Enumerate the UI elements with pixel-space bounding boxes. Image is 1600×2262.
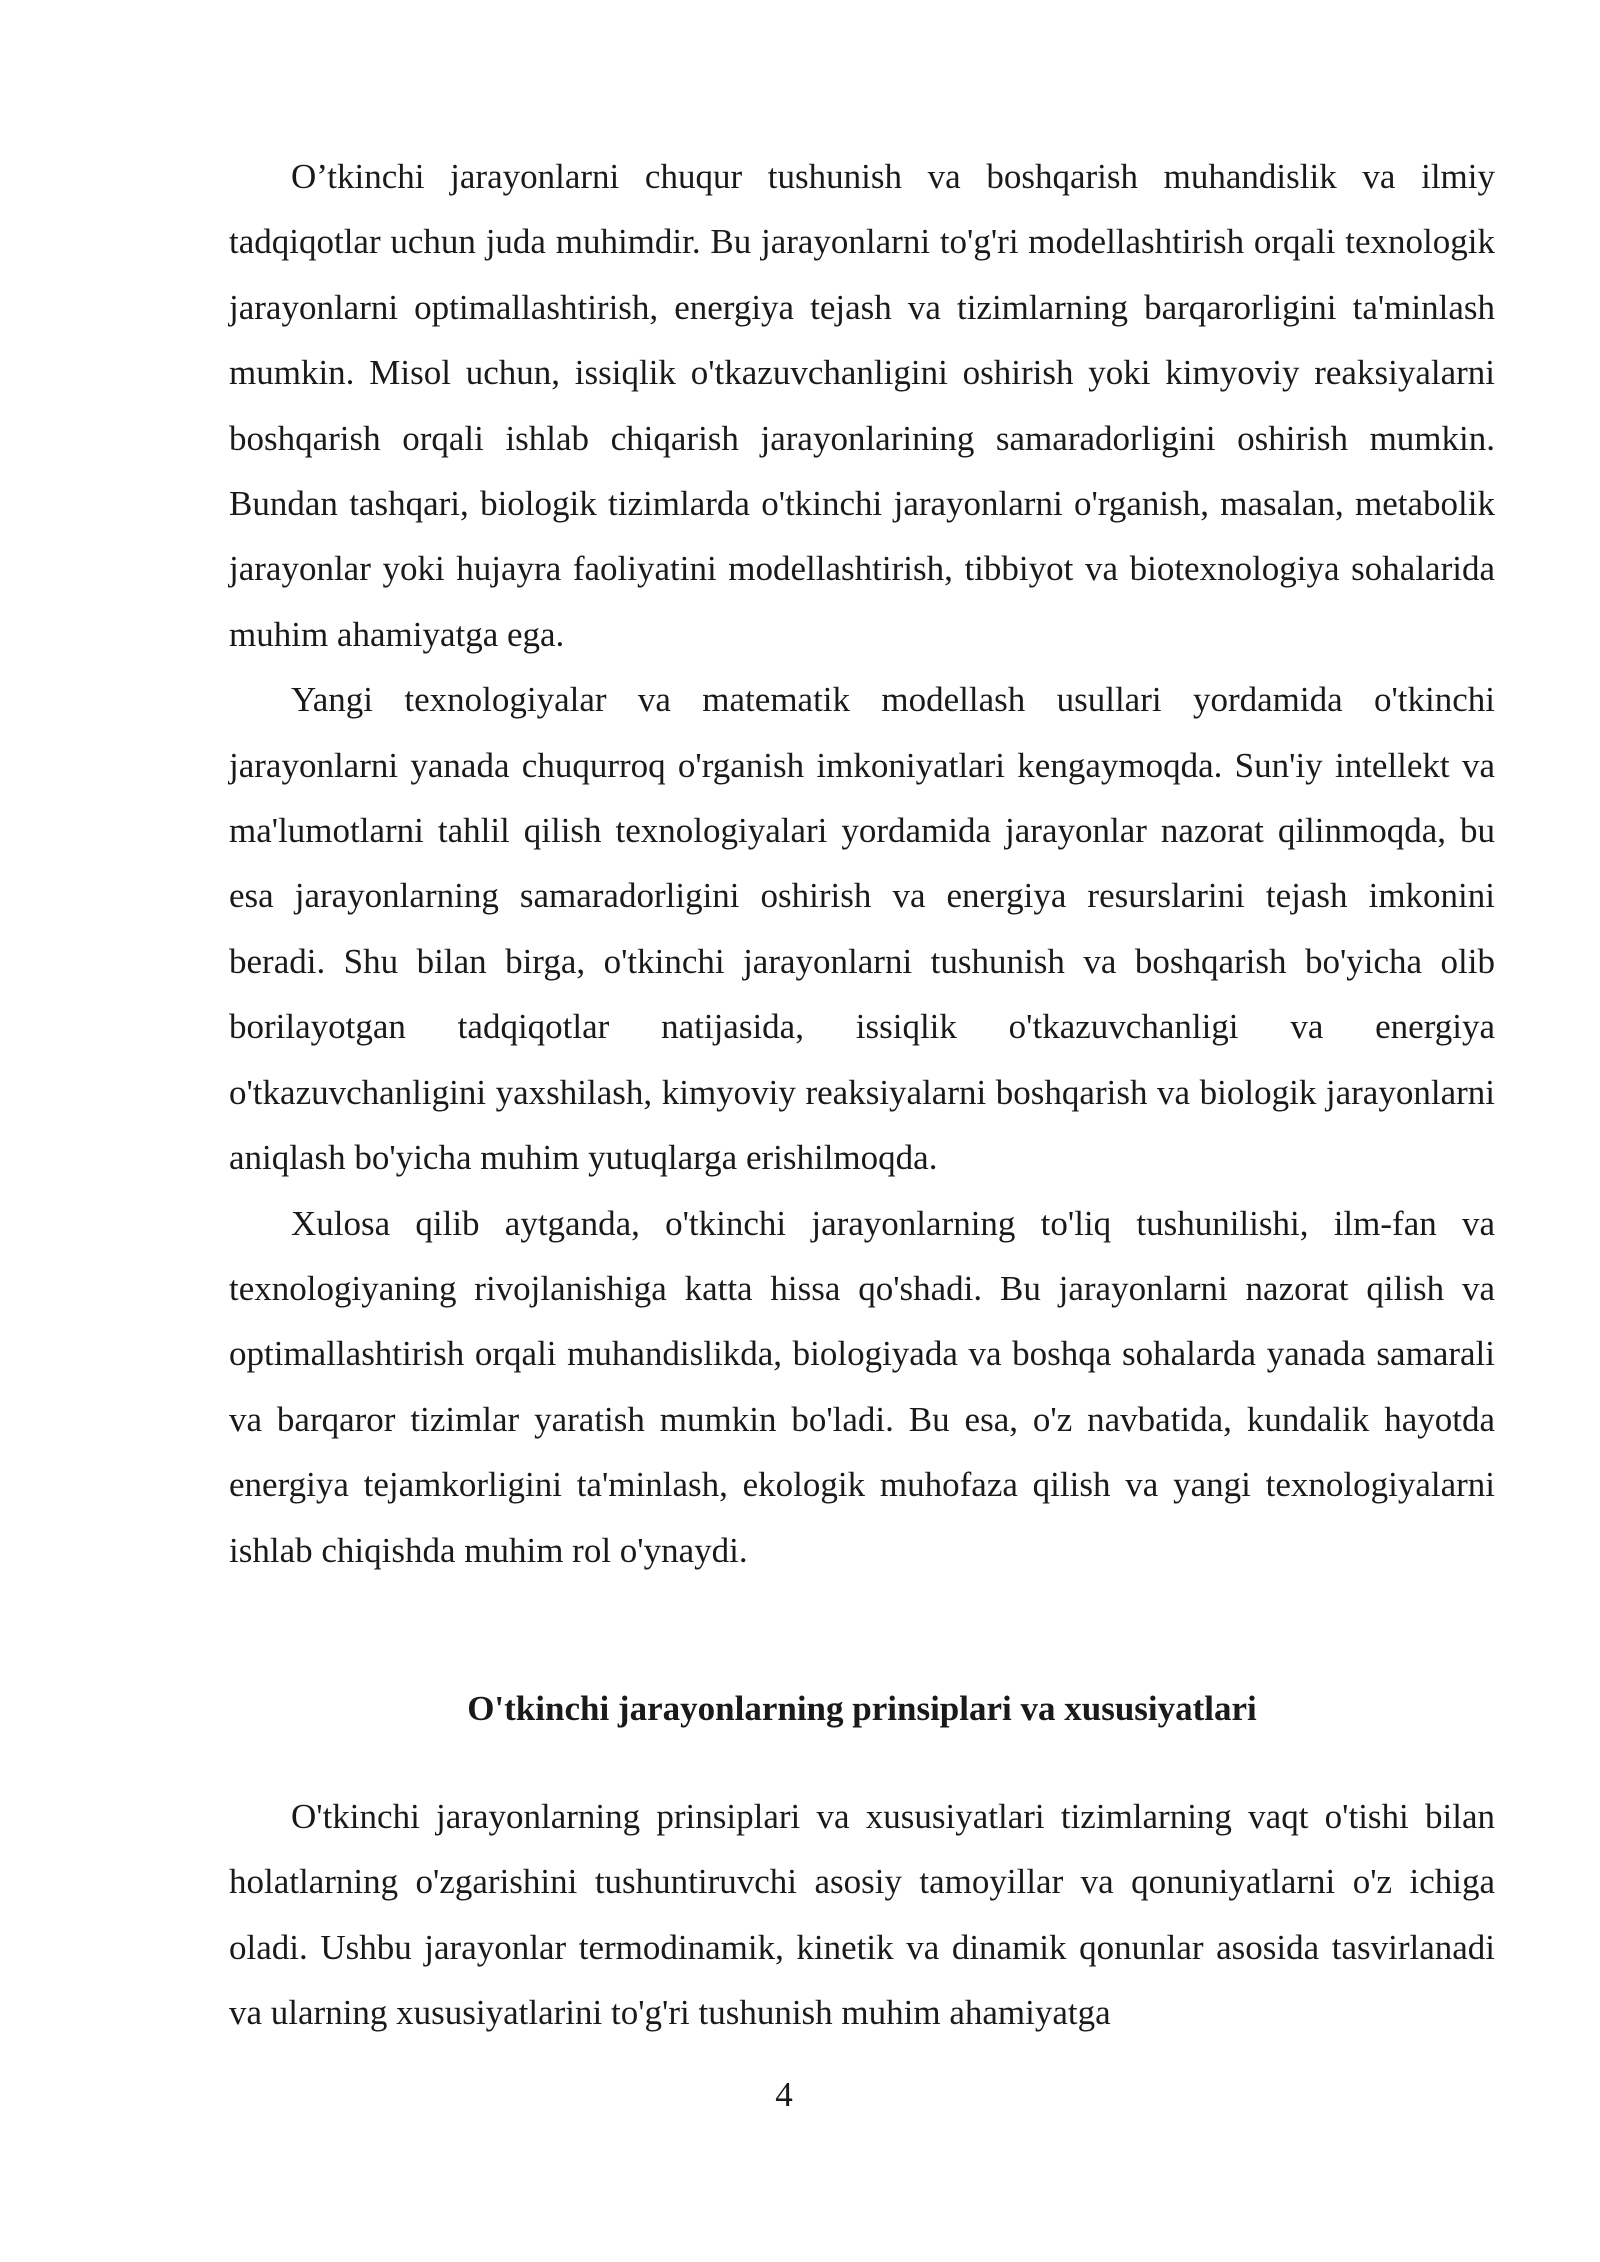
body-text-top <box>229 144 1495 1583</box>
body-text-bottom <box>229 1784 1495 2046</box>
page-number: 4 <box>775 2075 793 2114</box>
paragraph: O'tkinchi jarayonlarning prinsiplari va xususiyatlari tizimlarning vaqt o'tishi bilan holatlarning o'zgarishini tushuntiruvchi asosiy tamoyillar va qonuniyatlarni o'z ichiga oladi. Ushbu jarayonlar termodinamik, kinetik va dinamik qonunlar asosida tasvirlanadi va ularning xususiyatlarini to'g'ri tushunish muhim ahamiyatga <box>229 1797 1495 2033</box>
paragraph: O’tkinchi jarayonlarni chuqur tushunish va boshqarish muhandislik va ilmiy tadqiqotlar uchun juda muhimdir. Bu jarayonlarni to'g'ri modellashtirish orqali texnologik jarayonlarni optimallashtirish, energiya tejash va tizimlarning barqarorligini ta'minlash mumkin. Misol uchun, issiqlik o'tkazuvchanligini oshirish yoki kimyoviy reaksiyalarni boshqarish orqali ishlab chiqarish jarayonlarining samaradorligini oshirish mumkin. Bundan tashqari, biologik tizimlarda o'tkinchi jarayonlarni o'rganish, masalan, metabolik jarayonlar yoki hujayra faoliyatini modellashtirish, tibbiyot va biotexnologiya sohalarida muhim ahamiyatga ega. <box>229 157 1495 654</box>
section-heading: O'tkinchi jarayonlarning prinsiplari va xususiyatlari <box>467 1689 1257 1728</box>
paragraph: Xulosa qilib aytganda, o'tkinchi jarayonlarning to'liq tushunilishi, ilm-fan va texnologiyaning rivojlanishiga katta hissa qo'shadi. Bu jarayonlarni nazorat qilish va optimallashtirish orqali muhandislikda, biologiyada va boshqa sohalarda yanada samarali va barqaror tizimlar yaratish mumkin bo'ladi. Bu esa, o'z navbatida, kundalik hayotda energiya tejamkorligini ta'minlash, ekologik muhofaza qilish va yangi texnologiyalarni ishlab chiqishda muhim rol o'ynaydi. <box>229 1203 1495 1570</box>
paragraph: Yangi texnologiyalar va matematik modellash usullari yordamida o'tkinchi jarayonlarni yanada chuqurroq o'rganish imkoniyatlari kengaymoqda. Sun'iy intellekt va ma'lumotlarni tahlil qilish texnologiyalari yordamida jarayonlar nazorat qilinmoqda, bu esa jarayonlarning samaradorligini oshirish va energiya resurslarini tejash imkonini beradi. Shu bilan birga, o'tkinchi jarayonlarni tushunish va boshqarish bo'yicha olib borilayotgan tadqiqotlar natijasida, issiqlik o'tkazuvchanligi va energiya o'tkazuvchanligini yaxshilash, kimyoviy reaksiyalarni boshqarish va biologik jarayonlarni aniqlash bo'yicha muhim yutuqlarga erishilmoqda. <box>229 680 1495 1178</box>
